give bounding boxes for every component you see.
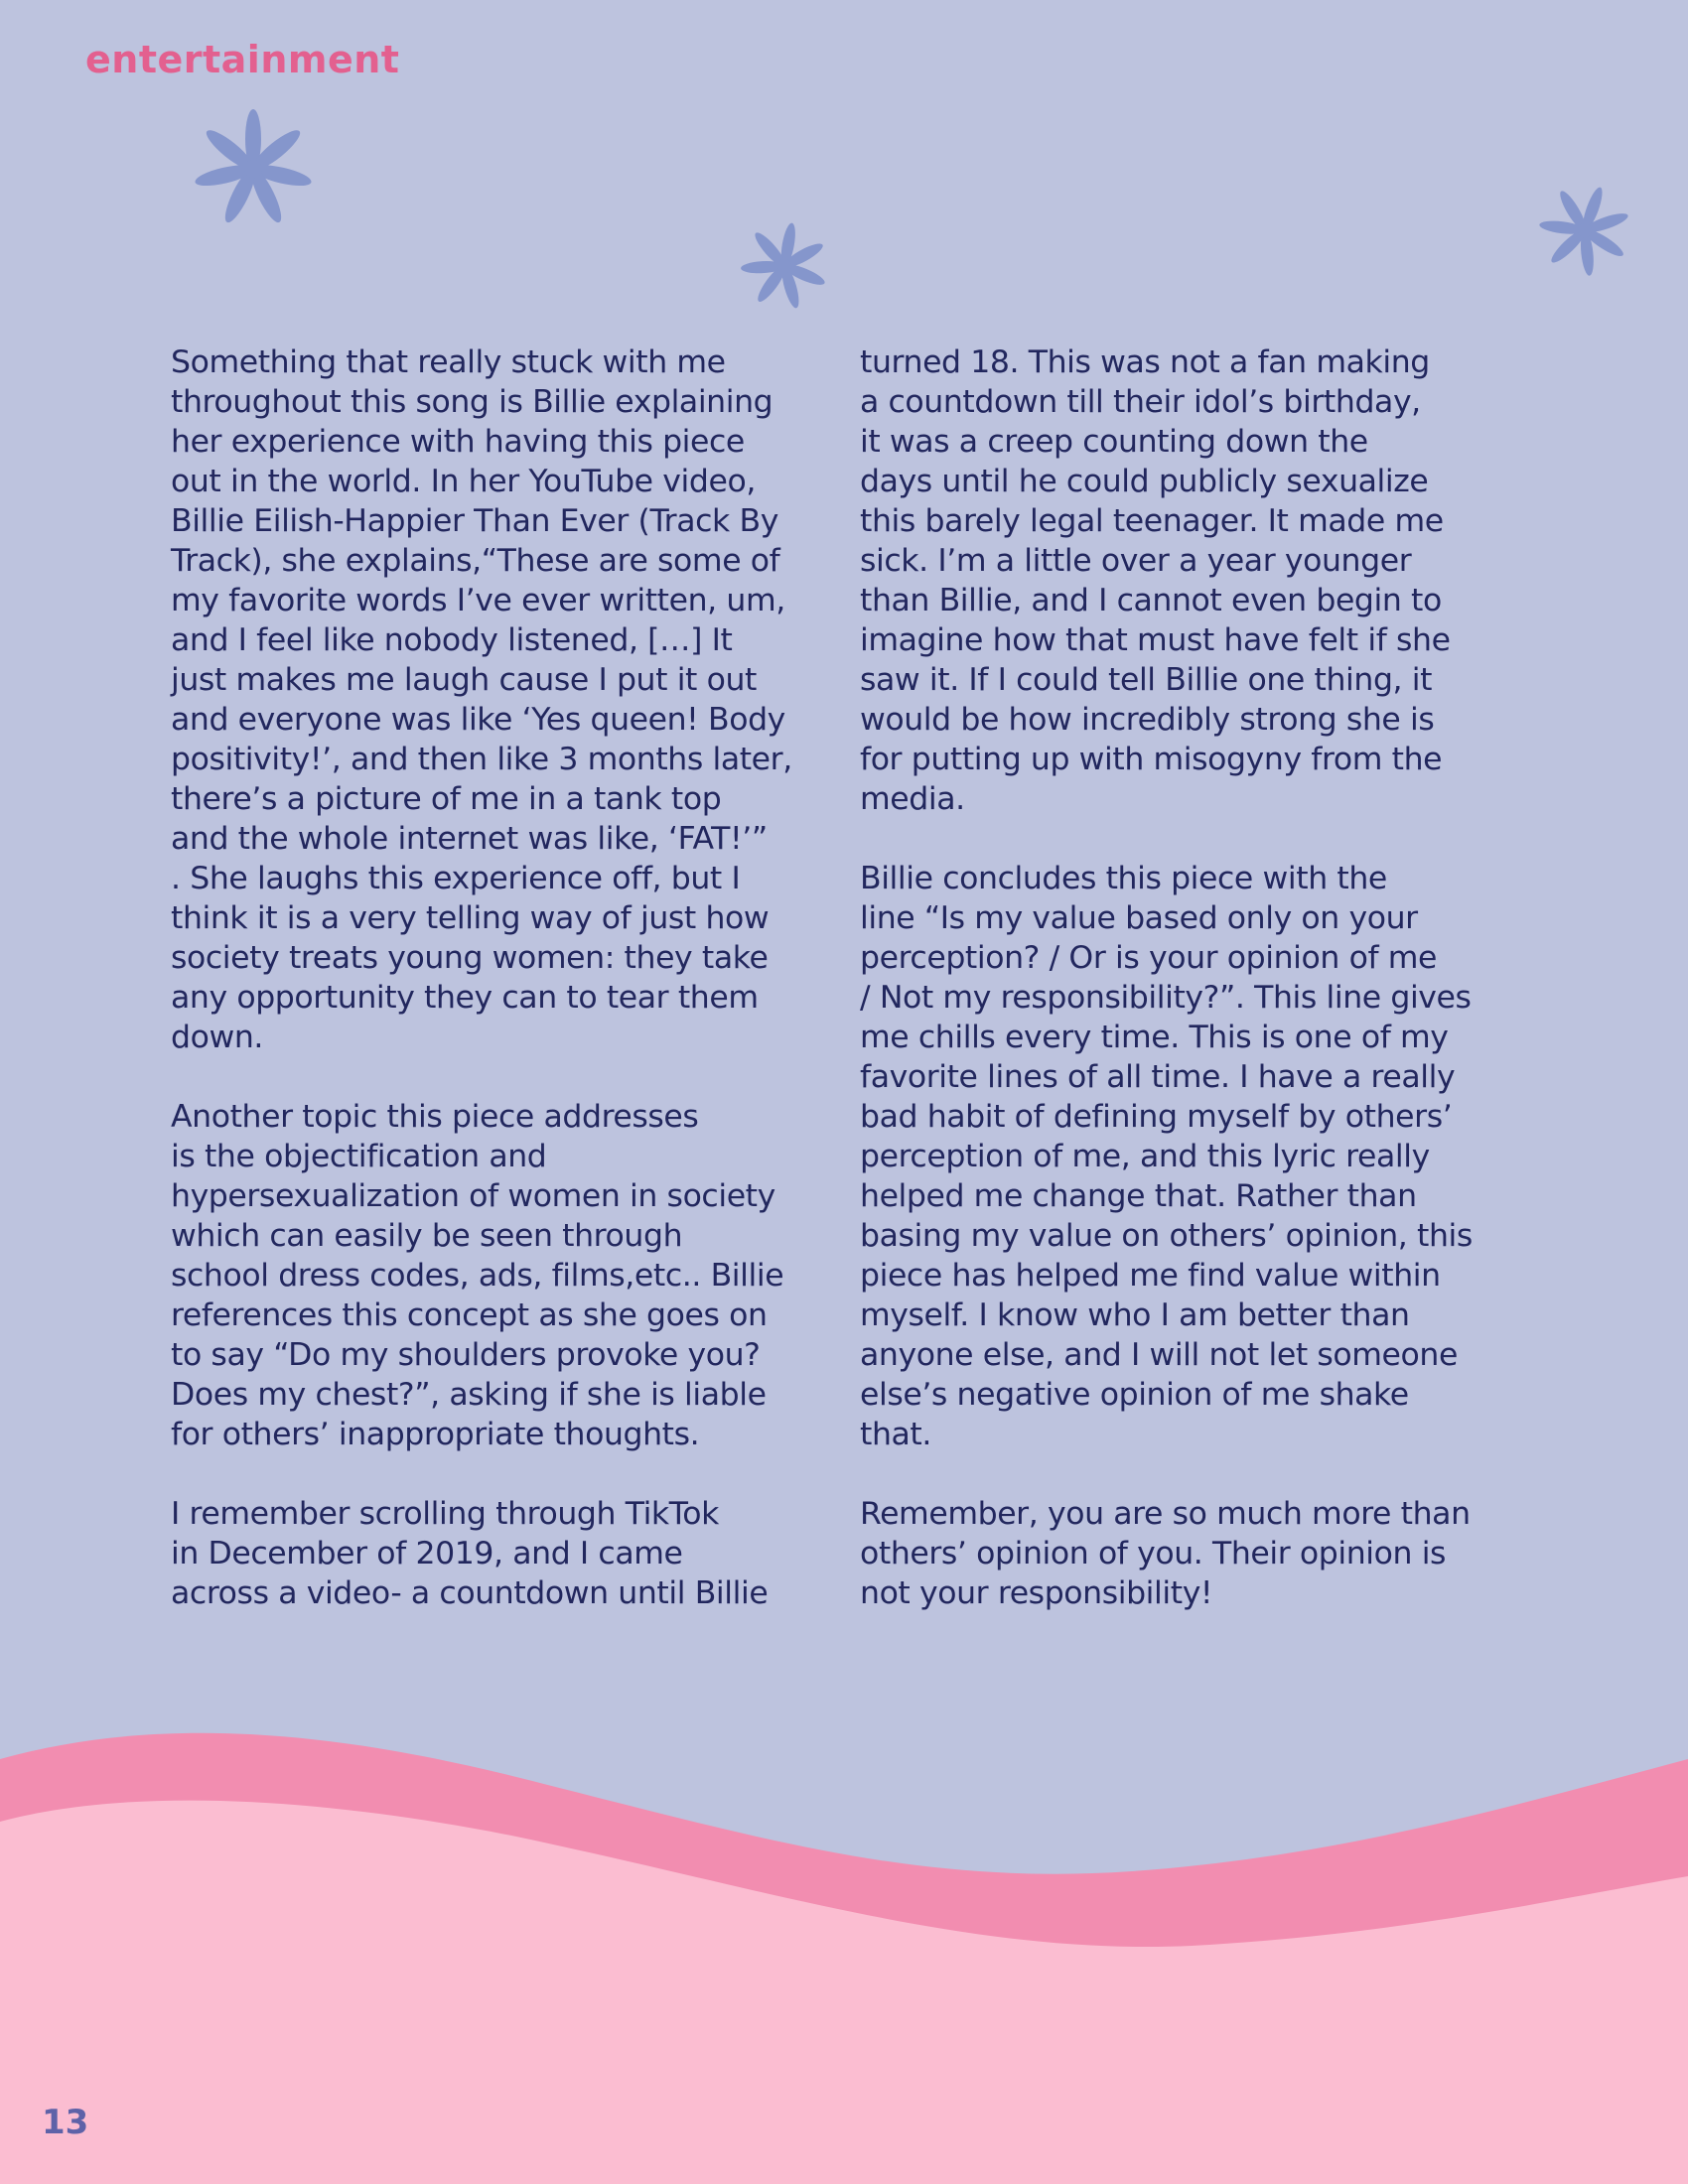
- article-paragraph: Something that really stuck with me throughout this song is Billie explaining her experience with having this piece out in the world. In her YouTube video, Billie Eilish-Happier Than Ever (Track By Track), she explains,“These are some of my favorite words I’ve ever written, um, and I feel like nobody listened, […] It just makes me laugh cause I put it out and everyone was like ‘Yes queen! Body positivity!’, and then like 3 months later, there’s a picture of me in a tank top and the whole internet was like, ‘FAT!’” . She laughs this experience off, but I think it is a very telling way of just how society treats young women: they take any opportunity they can to tear them down.: [171, 344, 792, 1055]
- flower-icon: [1535, 181, 1634, 280]
- article-paragraph: I remember scrolling through TikTok in December of 2019, and I came across a video- a countdown until Billie: [171, 1496, 769, 1611]
- page-number: 13: [42, 2103, 89, 2142]
- flower-icon: [189, 104, 318, 233]
- section-label: entertainment: [85, 38, 400, 81]
- article-paragraph: Remember, you are so much more than others’ opinion of you. Their opinion is not your responsibility!: [860, 1496, 1471, 1611]
- article-left-column: [171, 342, 846, 1653]
- article-paragraph: turned 18. This was not a fan making a countdown till their idol’s birthday, it was a creep counting down the days until he could publicly sexualize this barely legal teenager. It made me sick. I’m a little over a year younger than Billie, and I cannot even begin to imagine how that must have felt if she saw it. If I could tell Billie one thing, it would be how incredibly strong she is for putting up with misogyny from the media.: [860, 344, 1451, 817]
- article-paragraph: Billie concludes this piece with the line “Is my value based only on your perception? / Or is your opinion of me / Not my responsibility?”. This line gives me chills every time. This is one of my favorite lines of all time. I have a really bad habit of defining myself by others’ perception of me, and this lyric really helped me change that. Rather than basing my value on others’ opinion, this piece has helped me find value within myself. I know who I am better than anyone else, and I will not let someone else’s negative opinion of me shake that.: [860, 861, 1473, 1452]
- article-paragraph: Another topic this piece addresses is the objectification and hypersexualization of women in society which can easily be seen through school dress codes, ads, films,etc.. Billie references this concept as she goes on to say “Do my shoulders provoke you? Does my chest?”, asking if she is liable for others’ inappropriate thoughts.: [171, 1099, 784, 1452]
- flower-icon: [737, 218, 832, 314]
- footer-waves: [0, 1688, 1688, 2184]
- article-right-column: [860, 342, 1535, 1653]
